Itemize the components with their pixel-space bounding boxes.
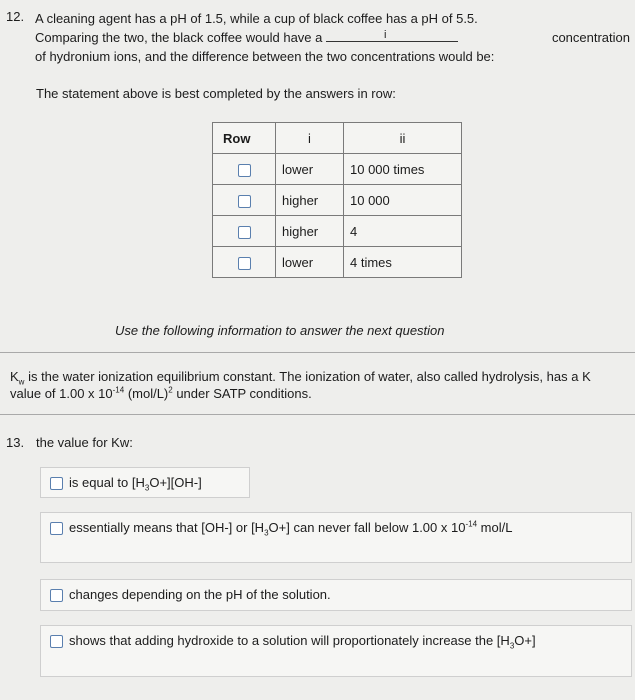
cell-ii: 10 000 times	[344, 154, 462, 185]
header-i: i	[276, 123, 344, 154]
cell-ii: 4 times	[344, 247, 462, 278]
divider	[0, 414, 635, 415]
cell-i: lower	[276, 154, 344, 185]
q12-line-1: A cleaning agent has a pH of 1.5, while a cup of black coffee has a pH of 5.5.	[35, 11, 478, 26]
option-1[interactable]: is equal to $[H_3O+][OH-]$	[40, 467, 250, 498]
option-3[interactable]: changes depending on the pH of the solution.	[40, 579, 632, 611]
option-2-checkbox[interactable]	[50, 522, 63, 535]
option-4[interactable]: shows that adding hydroxide to a solution will proportionately increase the $[H_3O+]$	[40, 625, 632, 677]
kw-info-text: $K_w$ is the water ionization equilibrium constant. The ionization of water, also called hydrolysis, has a K value of 1.00 x $10^{-14}$ $(mol/L)^2$ under SATP conditions.	[10, 369, 591, 401]
cell-i: lower	[276, 247, 344, 278]
question-13-number: 13.	[6, 435, 25, 450]
option-3-checkbox[interactable]	[50, 589, 63, 602]
header-ii: ii	[344, 123, 462, 154]
row-4-checkbox[interactable]	[238, 257, 251, 270]
row-1-checkbox[interactable]	[238, 164, 251, 177]
option-4-checkbox[interactable]	[50, 635, 63, 648]
cell-ii: 10 000	[344, 185, 462, 216]
table-row	[213, 185, 462, 216]
cell-ii: 4	[344, 216, 462, 247]
question-12-text	[35, 9, 630, 66]
answer-blank-i	[326, 28, 458, 42]
row-2-checkbox[interactable]	[238, 195, 251, 208]
q12-line-2-start: Comparing the two, the black coffee would have a	[35, 30, 323, 45]
answer-table	[212, 122, 462, 278]
cell-i: higher	[276, 185, 344, 216]
divider	[0, 352, 635, 353]
option-1-checkbox[interactable]	[50, 477, 63, 490]
table-row	[213, 216, 462, 247]
question-12-number: 12.	[6, 9, 25, 24]
option-2[interactable]: essentially means that [OH-] or $[H_3O+]$ can never fall below 1.00 x $10^{-14}$ mol/L	[40, 512, 632, 563]
table-row	[213, 247, 462, 278]
q12-line-2-end: concentration	[551, 30, 630, 45]
row-3-checkbox[interactable]	[238, 226, 251, 239]
info-instruction: Use the following information to answer the next question	[115, 323, 445, 338]
q12-line-2	[35, 28, 630, 47]
table-row	[213, 154, 462, 185]
cell-i: higher	[276, 216, 344, 247]
blank-label: i	[384, 29, 387, 41]
header-row: Row	[213, 123, 276, 154]
question-13-text: the value for Kw:	[36, 435, 133, 450]
q12-statement: The statement above is best completed by the answers in row:	[36, 86, 396, 101]
q12-line-3: of hydronium ions, and the difference between the two concentrations would be:	[35, 49, 495, 64]
